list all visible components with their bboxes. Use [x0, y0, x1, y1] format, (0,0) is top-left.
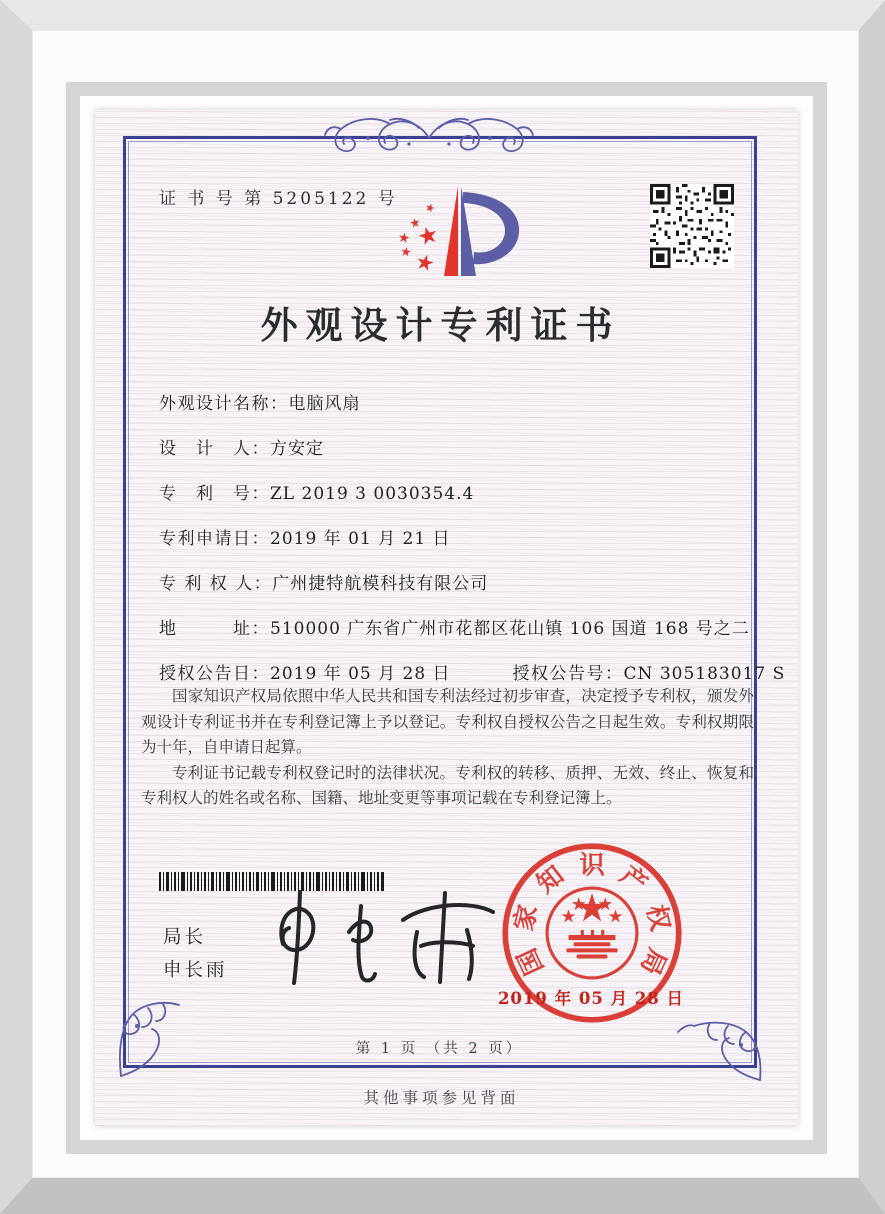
seal-date: 2019 年 05 月 28 日	[497, 989, 685, 1008]
field-design-name	[159, 389, 756, 414]
national-emblem	[547, 888, 637, 978]
field-grant-info	[159, 659, 786, 684]
certificate-fields	[159, 389, 786, 704]
field-patentee	[159, 569, 756, 594]
field-value: 2019 年 01 月 21 日	[270, 529, 451, 549]
signer-title: 局长	[163, 927, 207, 948]
legal-text	[141, 684, 754, 812]
signer-name: 申长雨	[163, 960, 228, 981]
cnipa-logo-icon	[373, 176, 525, 286]
field-label: 授权公告号：	[512, 664, 624, 684]
field-label: 授权公告日：	[159, 664, 270, 684]
field-label: 地 址：	[159, 619, 270, 639]
field-value: 510000 广东省广州市花都区花山镇 106 国道 168 号之二	[270, 619, 750, 639]
seal-char: 局	[634, 943, 673, 980]
field-grant-date	[159, 664, 451, 684]
field-value: 方安定	[270, 439, 324, 459]
field-value: 广州捷特航模科技有限公司	[272, 574, 489, 594]
field-patent-number	[159, 479, 756, 504]
field-designer	[159, 434, 756, 459]
field-value: ZL 2019 3 0030354.4	[270, 484, 475, 504]
seal-char: 产	[614, 860, 653, 900]
certificate-paper	[95, 110, 798, 1126]
page-number: 第 1 页 （共 2 页）	[355, 1041, 524, 1057]
legal-paragraph-1: 国家知识产权局依照中华人民共和国专利法经过初步审查，决定授予专利权，颁发外观设计专利证书并在专利登记簿上予以登记。专利权自授权公告之日起生效。专利权期限为十年，自申请日起算。	[141, 687, 754, 756]
field-value: 电脑风扇	[288, 394, 361, 414]
field-label: 专 利 权 人：	[159, 574, 273, 594]
signer-block	[163, 921, 228, 987]
field-value: 2019 年 05 月 28 日	[270, 664, 451, 684]
field-label: 外观设计名称：	[159, 394, 289, 414]
field-label: 设 计 人：	[159, 439, 270, 459]
certificate-number: 证 书 号 第 5205122 号	[159, 189, 398, 209]
qr-code-icon	[648, 184, 736, 268]
seal-char: 国	[511, 943, 550, 980]
field-label: 专利申请日：	[159, 529, 270, 549]
seal-char: 知	[531, 860, 570, 900]
certificate-title: 外观设计专利证书	[260, 303, 621, 347]
back-note: 其他事项参见背面	[363, 1089, 520, 1107]
field-filing-date	[159, 524, 756, 549]
field-address	[159, 614, 756, 639]
seal-char: 权	[640, 902, 676, 934]
field-grant-number	[513, 664, 786, 684]
legal-paragraph-2: 专利证书记载专利权登记时的法律状况。专利权的转移、质押、无效、终止、恢复和专利权人的姓名或名称、国籍、地址变更等事项记载在专利登记簿上。	[141, 763, 754, 807]
field-label: 专 利 号：	[159, 484, 270, 504]
seal-char: 识	[579, 850, 605, 881]
field-value: CN 305183017 S	[623, 664, 786, 684]
seal-char: 家	[508, 902, 544, 934]
